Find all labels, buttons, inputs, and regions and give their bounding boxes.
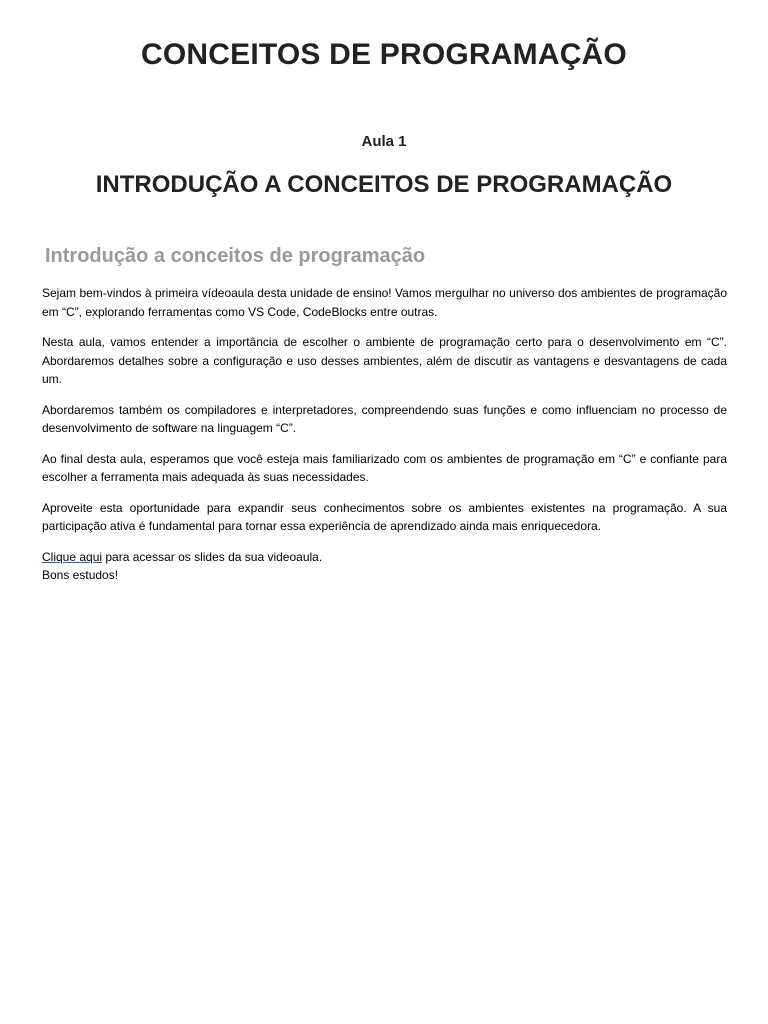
- paragraph-environment: Nesta aula, vamos entender a importância de escolher o ambiente de programação certo para o desenvolvimento em “C”. Abordaremos detalhes sobre a configuração e uso desses ambientes, além de discutir as vantagens e desvantagens de cada um.: [42, 335, 727, 386]
- paragraph-goals: Ao final desta aula, esperamos que você esteja mais familiarizado com os ambientes de programação em “C” e confiante para escolher a ferramenta mais adequada às suas necessidades.: [42, 451, 727, 484]
- paragraph-compilers: Abordaremos também os compiladores e interpretadores, compreendendo suas funções e como influenciam no processo de desenvolvimento de software na linguagem “C”.: [42, 402, 727, 435]
- section-heading: Introdução a conceitos de programação: [45, 245, 426, 267]
- slides-line: [42, 548, 727, 585]
- lesson-body: [42, 284, 727, 585]
- paragraph-participation: Aproveite esta oportunidade para expandir seus conhecimentos sobre os ambientes existentes na programação. A sua participação ativa é fundamental para tornar essa experiência de aprendizado ainda mais enriquecedora.: [42, 500, 727, 533]
- document-title: CONCEITOS DE PROGRAMAÇÃO: [141, 38, 627, 71]
- slides-link[interactable]: Clique aqui: [42, 549, 103, 564]
- paragraph-intro: Sejam bem-vindos à primeira vídeoaula desta unidade de ensino! Vamos mergulhar no universo dos ambientes de programação em “C”, explorando ferramentas como VS Code, CodeBlocks entre outras.: [42, 286, 727, 319]
- closing-text: Bons estudos!: [42, 568, 119, 582]
- lesson-title: INTRODUÇÃO A CONCEITOS DE PROGRAMAÇÃO: [95, 171, 673, 198]
- lesson-label: Aula 1: [361, 133, 407, 150]
- slides-link-suffix: para acessar os slides da sua videoaula.: [102, 549, 323, 564]
